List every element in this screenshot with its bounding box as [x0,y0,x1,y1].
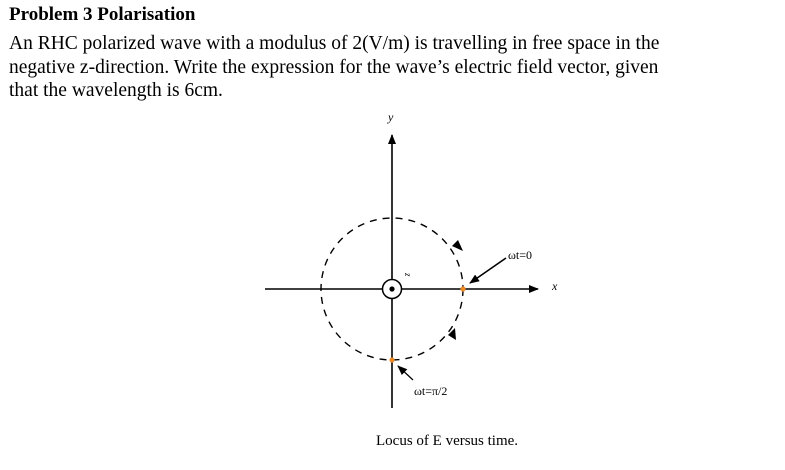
axis-z-label: z [403,273,413,277]
locus-arrow-bottom-right [448,328,456,340]
axis-x-label: x [552,279,558,293]
marker-wt0 [460,286,465,291]
marker-wtpi2 [389,357,394,362]
figure-caption: Locus of E versus time. [376,433,519,449]
label-wtpi2: ωt=π/2 [414,384,448,398]
problem-line-3: that the wavelength is 6cm. [9,80,223,101]
pointer-wt0 [470,258,506,283]
problem-title: Problem 3 Polarisation [9,4,196,25]
label-wt0: ωt=0 [508,248,532,262]
problem-line-2: negative z-direction. Write the expression for the wave’s electric field vector, given [9,56,659,78]
problem-line-1: An RHC polarized wave with a modulus of 2(V/m) is travelling in free space in the [9,33,660,54]
pointer-wtpi2 [398,366,413,380]
z-axis-dot [389,286,394,291]
locus-arrow-top-right [452,240,463,251]
axis-y-label: y [388,110,394,124]
